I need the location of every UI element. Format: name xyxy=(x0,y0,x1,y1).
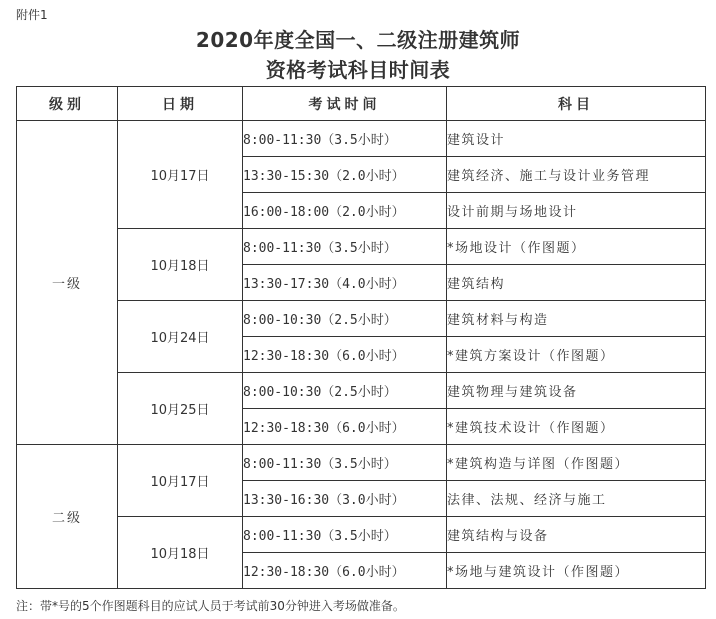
subject-cell: *场地与建筑设计（作图题） xyxy=(447,553,706,589)
attachment-label: 附件1 xyxy=(16,8,48,22)
subject-cell: 法律、法规、经济与施工 xyxy=(447,481,706,517)
page-subtitle: 资格考试科目时间表 xyxy=(265,58,451,82)
header-subject: 科目 xyxy=(447,87,706,121)
date-cell: 10月25日 xyxy=(118,373,243,445)
date-cell: 10月24日 xyxy=(118,301,243,373)
table-row xyxy=(17,517,706,553)
subject-cell: 建筑结构与设备 xyxy=(447,517,706,553)
time-cell: 12:30-18:30（6.0小时） xyxy=(243,409,447,445)
time-cell: 8:00-10:30（2.5小时） xyxy=(243,301,447,337)
subject-cell: 建筑结构 xyxy=(447,265,706,301)
subject-cell: *建筑方案设计（作图题） xyxy=(447,337,706,373)
date-cell: 10月18日 xyxy=(118,229,243,301)
header-level: 级别 xyxy=(17,87,118,121)
time-cell: 12:30-18:30（6.0小时） xyxy=(243,337,447,373)
time-cell: 13:30-17:30（4.0小时） xyxy=(243,265,447,301)
table-row xyxy=(17,121,706,157)
subject-cell: *场地设计（作图题） xyxy=(447,229,706,265)
table-body xyxy=(17,121,706,589)
date-cell: 10月17日 xyxy=(118,121,243,229)
table-row xyxy=(17,445,706,481)
table-row xyxy=(17,373,706,409)
header-date: 日期 xyxy=(118,87,243,121)
time-cell: 8:00-10:30（2.5小时） xyxy=(243,373,447,409)
time-cell: 8:00-11:30（3.5小时） xyxy=(243,229,447,265)
level-cell: 一级 xyxy=(17,121,118,445)
subject-cell: *建筑构造与详图（作图题） xyxy=(447,445,706,481)
subject-cell: 建筑经济、施工与设计业务管理 xyxy=(447,157,706,193)
footnote: 注：带*号的5个作图题科目的应试人员于考试前30分钟进入考场做准备。 xyxy=(16,599,405,613)
time-cell: 12:30-18:30（6.0小时） xyxy=(243,553,447,589)
subject-cell: 建筑材料与构造 xyxy=(447,301,706,337)
date-cell: 10月18日 xyxy=(118,517,243,589)
date-cell: 10月17日 xyxy=(118,445,243,517)
time-cell: 13:30-16:30（3.0小时） xyxy=(243,481,447,517)
time-cell: 13:30-15:30（2.0小时） xyxy=(243,157,447,193)
time-cell: 8:00-11:30（3.5小时） xyxy=(243,121,447,157)
subject-cell: 建筑物理与建筑设备 xyxy=(447,373,706,409)
exam-schedule-table xyxy=(16,86,706,589)
table-header-row xyxy=(17,87,706,121)
subject-cell: 建筑设计 xyxy=(447,121,706,157)
page-title: 2020年度全国一、二级注册建筑师 xyxy=(195,28,521,52)
time-cell: 8:00-11:30（3.5小时） xyxy=(243,517,447,553)
time-cell: 8:00-11:30（3.5小时） xyxy=(243,445,447,481)
time-cell: 16:00-18:00（2.0小时） xyxy=(243,193,447,229)
header-time: 考试时间 xyxy=(243,87,447,121)
subject-cell: 设计前期与场地设计 xyxy=(447,193,706,229)
table-row xyxy=(17,229,706,265)
subject-cell: *建筑技术设计（作图题） xyxy=(447,409,706,445)
level-cell: 二级 xyxy=(17,445,118,589)
table-row xyxy=(17,301,706,337)
